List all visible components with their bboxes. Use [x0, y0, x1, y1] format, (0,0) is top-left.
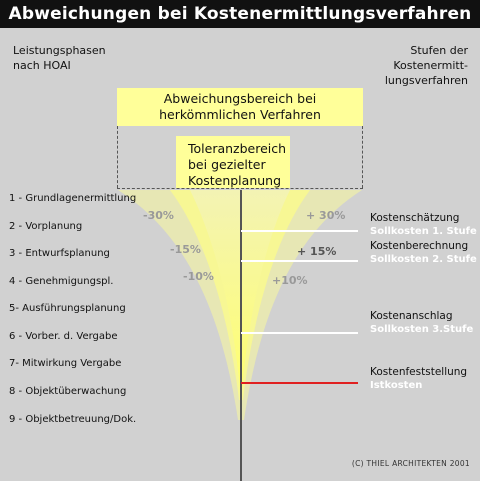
stage-entry [370, 240, 477, 266]
percent-label: +10% [272, 274, 308, 287]
inner-box-line: Kostenplanung [188, 173, 282, 188]
phase-label: 2 - Vorplanung [9, 221, 83, 232]
phase-label: 5- Ausführungsplanung [9, 303, 126, 314]
stage-entry [370, 310, 473, 336]
outer-box-line: herkömmlichen Verfahren [159, 107, 321, 122]
stage-name: Kostenfeststellung [370, 366, 468, 378]
phase-label: 7- Mitwirkung Vergabe [9, 358, 122, 369]
stage-name: Kostenberechnung [370, 240, 469, 252]
stage-entry [370, 366, 467, 392]
stage-target: Sollkosten 3.Stufe [370, 324, 474, 335]
header-left-line: Leistungsphasen [13, 44, 106, 57]
percent-label: -15% [170, 243, 201, 256]
inner-box-line: Toleranzbereich [188, 141, 287, 156]
outer-deviation-box [117, 88, 363, 126]
inner-box-line: bei gezielter [188, 157, 266, 172]
phase-label: 1 - Grundlagenermittlung [9, 193, 137, 204]
stage-target: Istkosten [370, 380, 423, 391]
phase-label: 9 - Objektbetreuung/Dok. [9, 414, 137, 425]
percent-label: + 15% [297, 245, 337, 258]
copyright-text: (C) THIEL ARCHITEKTEN 2001 [351, 459, 470, 468]
page-title: Abweichungen bei Kostenermittlungsverfahren [0, 0, 480, 28]
inner-tolerance-box [176, 136, 290, 188]
outer-box-line: Abweichungsbereich bei [163, 91, 317, 106]
header-right-line: lungsverfahren [384, 74, 468, 87]
phase-label: 3 - Entwurfsplanung [9, 248, 110, 259]
phase-label: 4 - Genehmigungspl. [9, 276, 114, 287]
stage-target: Sollkosten 1. Stufe [370, 226, 477, 237]
stage-entry [370, 212, 477, 238]
header-right-line: Kostenermitt- [393, 59, 468, 72]
stage-target: Sollkosten 2. Stufe [370, 254, 477, 265]
stage-name: Kostenschätzung [370, 212, 460, 224]
phase-label: 8 - Objektüberwachung [9, 386, 127, 397]
phase-label: 6 - Vorber. d. Vergabe [9, 331, 118, 342]
header-left-line: nach HOAI [13, 59, 71, 72]
stage-name: Kostenanschlag [370, 310, 453, 322]
percent-label: -30% [143, 209, 174, 222]
header-right-line: Stufen der [410, 44, 468, 57]
percent-label: + 30% [306, 209, 346, 222]
percent-label: -10% [183, 270, 214, 283]
